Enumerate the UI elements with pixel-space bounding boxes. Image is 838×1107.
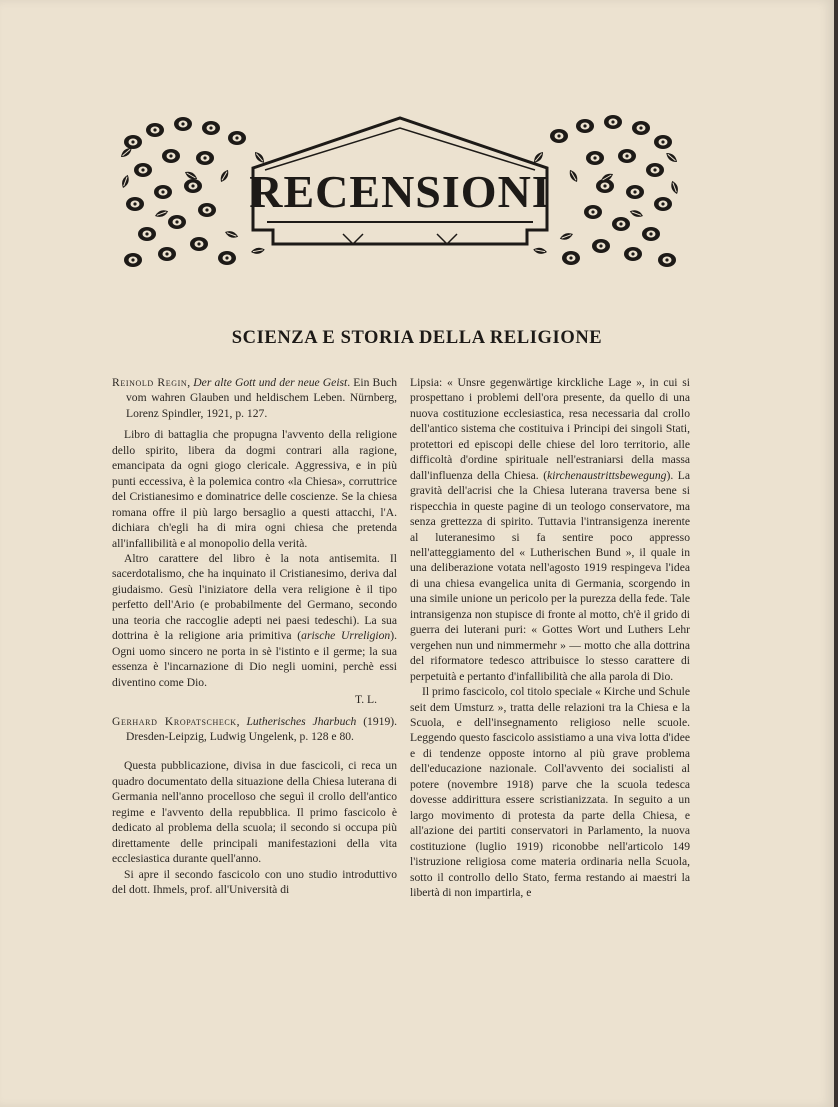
- entry-author: Reinold Regin: [112, 376, 188, 389]
- review-paragraph: Il primo fascicolo, col titolo speciale « Kirche und Schule seit dem Umsturz », tratta delle relazioni tra la Chiesa e la Scuola, e dell'insegnamento religioso nelle scuole. Leggendo questo fascicolo assistiamo a una viva lotta d'idee e di tendenze opposte intorno al più grave problema dell'educazione nazionale. Coll'avvento dei socialisti al potere (novembre 1918) parve che la scuola tedesca dovesse addirittura essere scristianizzata. In seguito a un largo movimento di protesta da parte della Chiesa, e all'azione dei partiti conservatori in Parlamento, la nuova costituzione (luglio 1919) riconobbe nell'articolo 149 l'istruzione religiosa come materia ordinaria nella Scuola, sotto il controllo dello Stato, ferma restando ai maestri la libertà di non impartirla, e: [410, 685, 690, 899]
- review-paragraph: Libro di battaglia che propugna l'avvento della religione dello spirito, libera da dogmi contrari alla ragione, emancipata da ogni giogo clericale. Aggressiva, e in più punti eccessiva, è la polemica contro «la Chiesa», corruttrice del Cristianesimo e dominatrice delle coscienze. Se la chiesa romana offre il più largo bersaglio a questi attacchi, l'A. dichiara ch'egli ha di mira ogni chiesa che pretenda all'infallibilità e al monopolio della verità.: [112, 428, 397, 550]
- section-title: SCIENZA E STORIA DELLA RELIGIONE: [231, 328, 603, 348]
- recensioni-banner: [115, 112, 685, 274]
- entry-details: . Ein Buch vom wahren Glauben und heldischem Leben. Nürnberg, Lorenz Spindler, 1921, p. 127.: [126, 376, 397, 420]
- bibliographic-entry: Gerhard Kropatscheck, Lutherisches Jharbuch (1919). Dresden-Leipzig, Ludwig Ungelenk, p. 128 e 80.: [112, 714, 398, 743]
- banner-heading: RECENSIONI: [249, 166, 551, 217]
- review-paragraph: Questa pubblicazione, divisa in due fascicoli, ci reca un quadro documentato della situazione della Chiesa luterana di Germania nell'anno procelloso che seguì il crollo dell'antico regime e l'avvento della repubblica. Il primo fascicolo è dedicato al problema della scuola; il secondo si occupa più direttamente delle principali manifestazioni della vita ecclesiastica durante quell'anno.: [112, 759, 397, 866]
- reviewer-signature: T. L.: [355, 693, 377, 707]
- entry-author: Gerhard Kropatscheck: [112, 714, 237, 728]
- left-column: [112, 375, 397, 898]
- bibliographic-entry: Reinold Regin, Der alte Gott und der neue Geist. Ein Buch vom wahren Glauben und heldischem Leben. Nürnberg, Lorenz Spindler, 1921, p. 127.: [112, 376, 397, 420]
- right-column: [410, 375, 690, 900]
- page-edge: [834, 0, 838, 1107]
- entry-title: Der alte Gott und der neue Geist: [193, 376, 348, 389]
- review-paragraph: Altro carattere del libro è la nota antisemita. Il sacerdotalismo, che ha inquinato il Cristianesimo, deriva dal giudaismo. Gesù l'iniziatore della vera religione è il tipo perfetto dell'Ario (e probabilmente del Germano, secondo una teoria che raccoglie adepti nei paesi tedeschi). La sua dottrina è la religione aria primitiva (arische Urreligion). Ogni uomo sincero ne porta in sè l'istinto e il germe; la sua essenza è l'incarnazione di Dio negli uomini, perchè essi diventino come Dio.: [112, 551, 397, 689]
- review-paragraph: Lipsia: « Unsre gegenwärtige kirckliche Lage », in cui si prospettano i problemi dell'ora presente, da quello di una nuova costituzione ecclesiastica, resa necessaria dal crollo dell'antico sistema che costituiva i Principi dei singoli Stati, protettori ed episcopi delle chiese del loro territorio, alle difficoltà d'ordine spirituale nell'estraniarsi della massa dall'influenza della Chiesa. (kirchenaustrittsbewegung). La gravità dell'acrisi che la Chiesa luterana traversa bene si rispecchia in queste pagine di un teologo conservatore, ma senza grettezza di spirito. Tuttavia l'intransigenza inerente al luteranesimo si fa sentire poco appresso nell'atteggiamento del « Lutherischen Bund », il quale in una deliberazione votata nell'agosto 1919 respingeva l'idea di una chiesa evangelica unita di Germania, scorgendo in una simile unione un pericolo per la purezza della fede. Tale intransigenza non stupisce di fronte al motto, ch'è il grido di guerra dei luterani puri: « Gottes Wort und Luthers Lehr vergehen nun und nimmermehr » — motto che alla dottrina del riformatore tedesco attribuisce lo stesso carattere di perpetuità e pertanto d'infallibilità che alla parola di Dio.: [410, 376, 690, 683]
- review-paragraph: Si apre il secondo fascicolo con uno studio introduttivo del dott. Ihmels, prof. all'Università di: [112, 867, 397, 897]
- entry-details: (1919). Dresden-Leipzig, Ludwig Ungelenk, p. 128 e 80.: [126, 714, 398, 743]
- entry-title: Lutherisches Jharbuch: [246, 714, 357, 728]
